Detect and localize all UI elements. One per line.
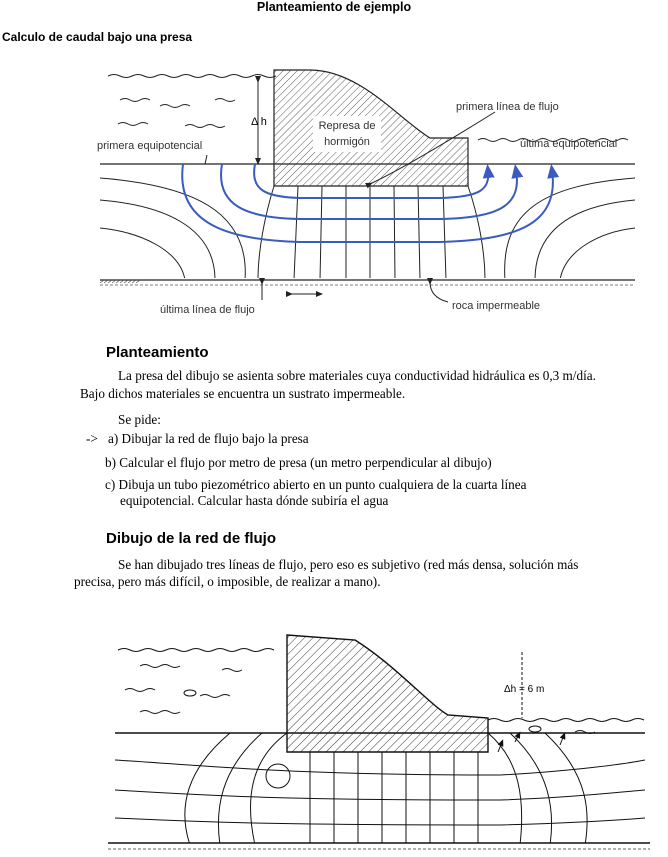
section-heading-red-de-flujo: Dibujo de la red de flujo (106, 530, 277, 547)
item-c-line1: c) Dibuja un tubo piezométrico abierto en un punto cualquiera de la cuarta línea (105, 477, 527, 492)
delta-h-label: Δ h (251, 116, 267, 128)
dam-label-line2: hormigón (324, 136, 370, 148)
item-b: b) Calcular el flujo por metro de presa (un metro perpendicular al dibujo) (105, 455, 492, 470)
arrow-mark: -> (86, 431, 98, 446)
first-flow-line-label: primera línea de flujo (456, 101, 559, 113)
dam-label-line1: Represa de (318, 120, 376, 132)
asks-label: Se pide: (118, 412, 161, 427)
item-a: a) Dibujar la red de flujo bajo la presa (108, 431, 309, 446)
section-heading-planteamiento: Planteamiento (106, 344, 209, 361)
dam-flow-net-figure (0, 60, 668, 330)
page-subtitle: Calculo de caudal bajo una presa (2, 30, 193, 44)
first-equipotential-label: primera equipotencial (97, 140, 203, 152)
last-equipotential-label: última equipotencial (520, 138, 618, 150)
section1-para-line1: La presa del dibujo se asienta sobre materiales cuya conductividad hidráulica es 0,3 m/día. (118, 368, 596, 383)
page-title: Planteamiento de ejemplo (256, 0, 412, 14)
impermeable-rock-label: roca impermeable (452, 300, 541, 312)
delta-h-6m-label: Δh = 6 m (504, 684, 545, 695)
section2-para-line2: precisa, pero más difícil, o imposible, de realizar a mano). (74, 574, 381, 589)
last-flow-line-label: última línea de flujo (160, 304, 255, 316)
dam-flow-net-sketch-figure (0, 620, 668, 857)
section1-para-line2: Bajo dichos materiales se encuentra un sustrato impermeable. (80, 386, 406, 401)
section2-para-line1: Se han dibujado tres líneas de flujo, pero eso es subjetivo (red más densa, solución más (118, 557, 579, 572)
item-c-line2: equipotencial. Calcular hasta dónde subiría el agua (120, 493, 389, 508)
